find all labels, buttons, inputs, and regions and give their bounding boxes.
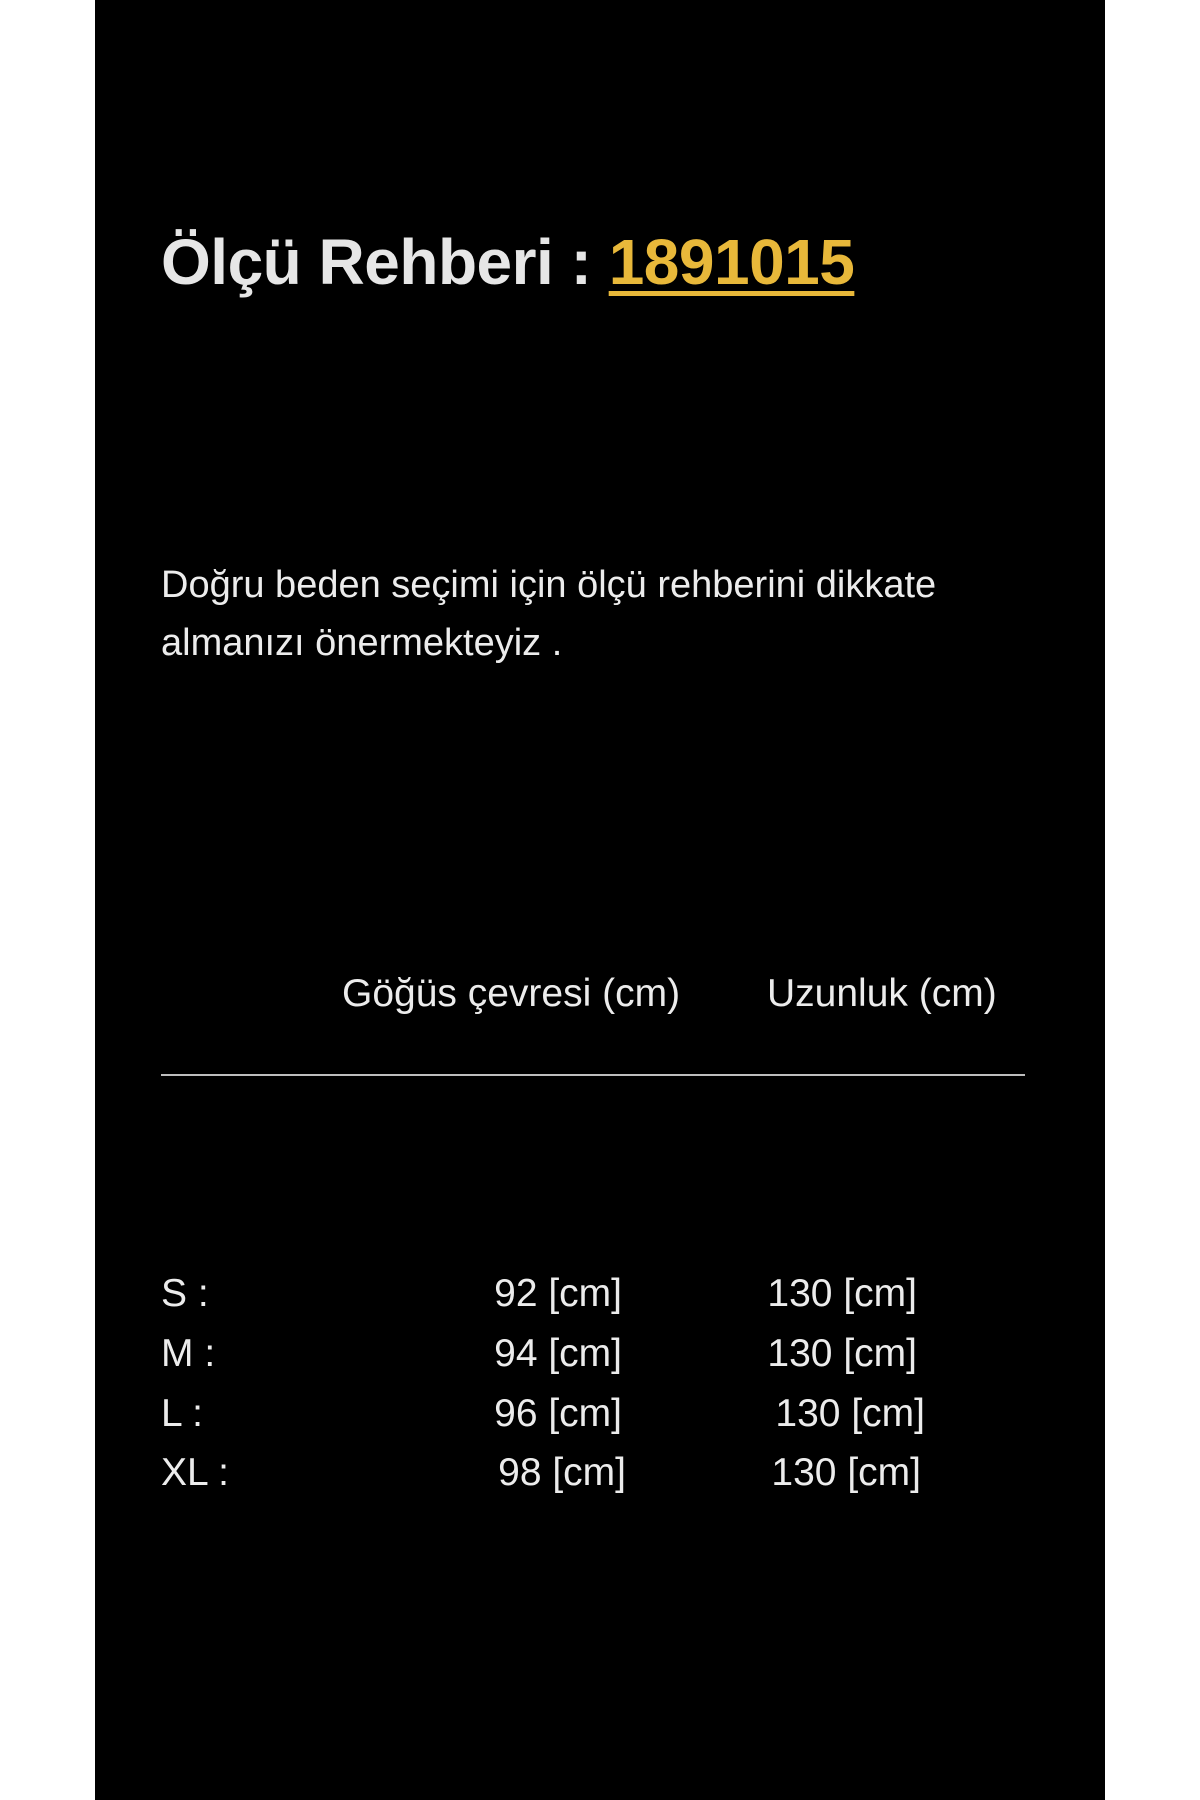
table-divider [161,1074,1025,1076]
chest-value: 98 [cm] [498,1451,626,1494]
table-row [95,1332,1105,1390]
size-label: L : [161,1392,203,1435]
intro-text: Doğru beden seçimi için ölçü rehberini dikkate almanızı önermekteyiz . [161,564,937,664]
size-label: S : [161,1272,209,1315]
length-value: 130 [cm] [771,1451,921,1494]
table-row [95,1272,1105,1330]
size-label: XL : [161,1451,229,1494]
page-title [161,225,854,299]
length-value: 130 [cm] [767,1332,917,1375]
column-header-length: Uzunluk (cm) [767,972,997,1015]
size-guide-screen [95,0,1105,1800]
size-label: M : [161,1332,216,1375]
table-row [95,1392,1105,1450]
chest-value: 94 [cm] [494,1332,622,1375]
chest-value: 96 [cm] [494,1392,622,1435]
title-label: Ölçü Rehberi : [161,226,609,298]
table-row [95,1451,1105,1509]
length-value: 130 [cm] [767,1272,917,1315]
product-code-link[interactable]: 1891015 [608,226,855,298]
column-header-chest: Göğüs çevresi (cm) [342,972,681,1015]
length-value: 130 [cm] [775,1392,925,1435]
chest-value: 92 [cm] [494,1272,622,1315]
